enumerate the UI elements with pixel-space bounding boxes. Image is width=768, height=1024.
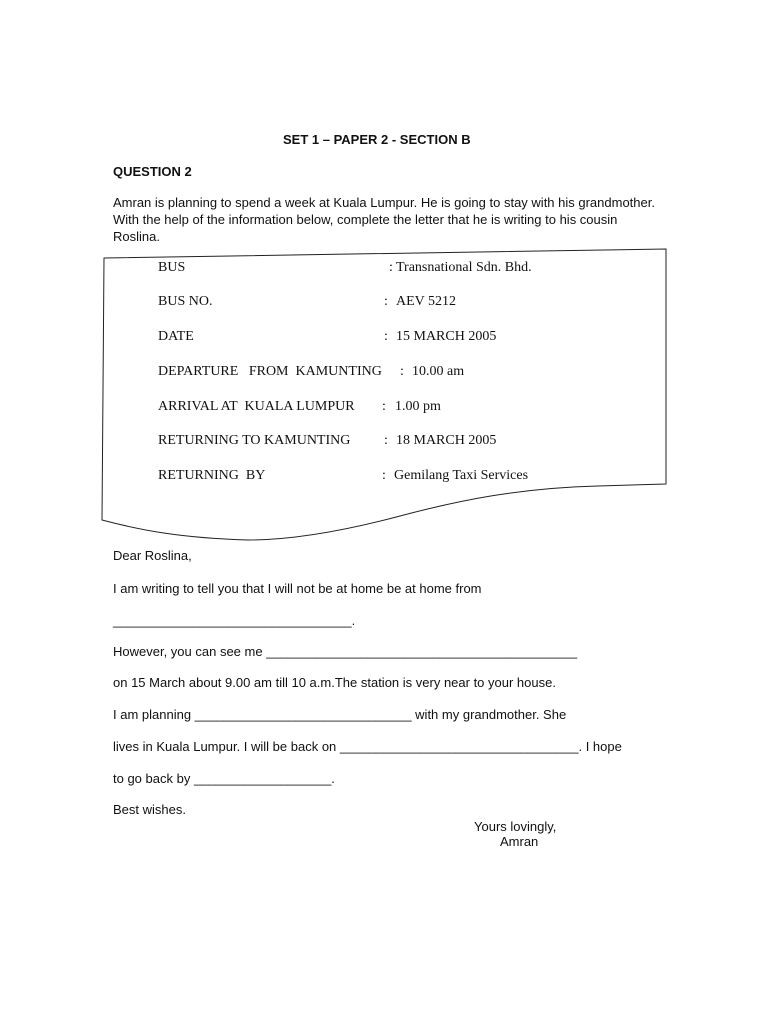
info-label: RETURNING BY (158, 468, 266, 483)
letter-line: I am writing to tell you that I will not be at home be at home from (113, 581, 482, 596)
letter-line: to go back by ___________________. (113, 771, 335, 786)
info-separator: : (384, 433, 388, 448)
info-separator: : (384, 294, 388, 309)
info-label: BUS (158, 260, 186, 275)
info-value: 18 MARCH 2005 (396, 433, 497, 448)
info-separator: : (382, 399, 386, 414)
letter-line: _________________________________. (113, 613, 356, 628)
info-label: DATE (158, 329, 194, 344)
info-value: AEV 5212 (396, 294, 457, 309)
letter-line: I am planning ______________________________ with my grandmother. She (113, 707, 567, 722)
info-value: 15 MARCH 2005 (396, 329, 497, 344)
info-label: DEPARTURE FROM KAMUNTING (158, 364, 382, 379)
letter-line: However, you can see me ___________________________________________ (113, 644, 578, 659)
info-separator: : (400, 364, 404, 379)
letter-line: lives in Kuala Lumpur. I will be back on _________________________________. I hope (113, 739, 622, 754)
info-value: Gemilang Taxi Services (394, 468, 529, 483)
info-label: RETURNING TO KAMUNTING (158, 433, 351, 448)
intro-paragraph: Amran is planning to spend a week at Kuala Lumpur. He is going to stay with his grandmother. With the help of the information below, complete the letter that he is writing to his cousin Roslina. (113, 195, 655, 244)
letter-closing: Yours lovingly, (474, 819, 557, 834)
info-separator: : (389, 260, 393, 275)
letter-line: on 15 March about 9.00 am till 10 a.m.The station is very near to your house. (113, 675, 556, 690)
question-label: QUESTION 2 (113, 164, 192, 179)
info-value: 10.00 am (412, 364, 465, 379)
info-label: BUS NO. (158, 294, 213, 309)
info-label: ARRIVAL AT KUALA LUMPUR (158, 399, 355, 414)
letter-salutation: Dear Roslina, (113, 548, 192, 563)
info-value: Transnational Sdn. Bhd. (396, 260, 532, 275)
info-separator: : (382, 468, 386, 483)
info-separator: : (384, 329, 388, 344)
letter-signature: Amran (500, 834, 539, 849)
info-value: 1.00 pm (395, 399, 441, 414)
letter-sign-off: Best wishes. (113, 802, 186, 817)
section-title: SET 1 – PAPER 2 - SECTION B (283, 132, 471, 147)
